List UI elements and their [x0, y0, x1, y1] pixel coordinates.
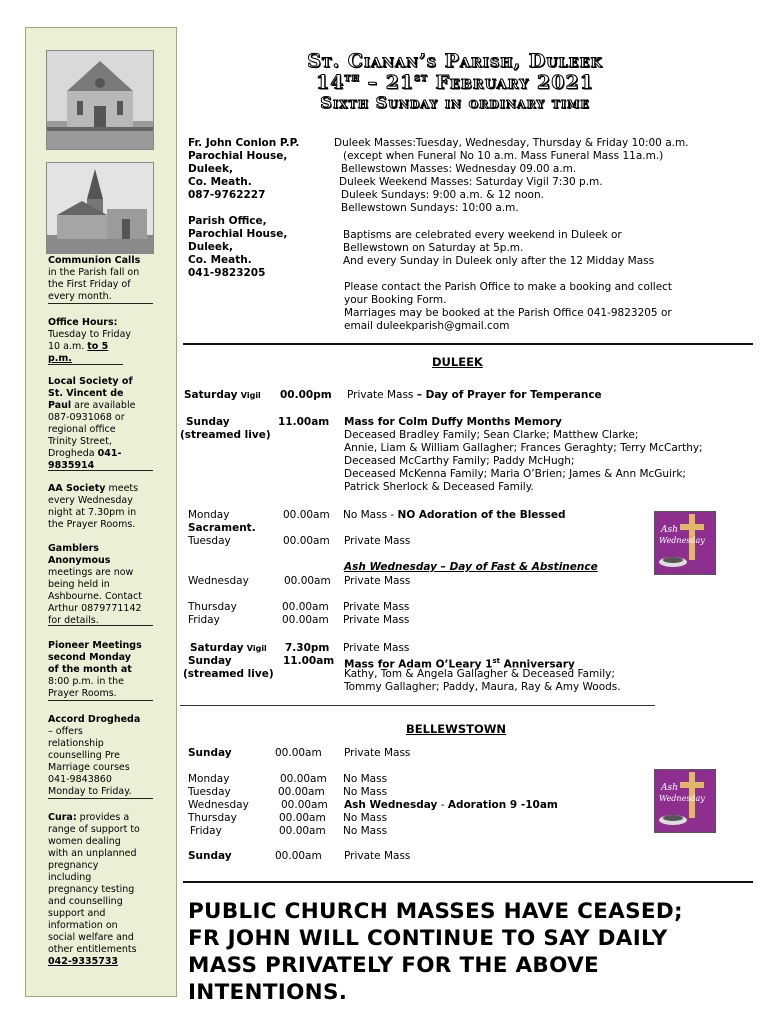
priest-address: Duleek,: [188, 163, 234, 175]
mass-type: No Mass: [343, 812, 388, 824]
time-label: 00.00am: [275, 747, 322, 759]
church-photo-duleek: [46, 50, 154, 150]
aa-line: night at 7.30pm in: [48, 507, 137, 518]
cura-title: Cura:: [48, 812, 77, 823]
gamblers-line: being held in: [48, 579, 110, 590]
sacrament-label: Sacrament.: [188, 522, 256, 534]
day-label: Friday: [190, 825, 222, 837]
communion-line: in the Parish fall on: [48, 267, 140, 278]
final-notice: [188, 898, 748, 1006]
sidebar: [25, 27, 177, 997]
svdp-line: 087-0931068 or: [48, 412, 125, 423]
dash: -: [390, 509, 395, 521]
parish-title: St. Cianan’s Parish, Duleek: [307, 50, 603, 72]
communion-title: Communion Calls: [48, 255, 141, 266]
mass-note: – Day of Prayer for Temperance: [416, 389, 602, 401]
priest-address: Co. Meath.: [188, 176, 252, 188]
sidebar-divider: [48, 625, 153, 626]
baptism-info-line: Bellewstown on Saturday at 5p.m.: [343, 242, 524, 254]
office-phone: 041-9823205: [188, 267, 266, 279]
intention-line: Tommy Gallagher; Paddy, Maura, Ray & Amy Woods.: [344, 681, 621, 693]
pioneer-title: of the month at: [48, 664, 132, 675]
cura-line: support and: [48, 908, 106, 919]
office-hours-block: [48, 317, 153, 365]
sidebar-divider: [48, 700, 153, 701]
ash-badge-text: Ash: [661, 525, 678, 535]
ash-badge-text: Wednesday: [659, 536, 705, 545]
sunday-title: Sixth Sunday in ordinary time: [320, 93, 590, 112]
office-line: Tuesday to Friday: [48, 329, 132, 340]
day-label: Wednesday: [188, 799, 249, 811]
time-label: 00.00am: [281, 799, 328, 811]
svdp-phone: 041-: [97, 448, 122, 459]
day-label: Saturday: [190, 642, 244, 654]
cura-line: information on: [48, 920, 118, 931]
day-label: Wednesday: [188, 575, 249, 587]
day-label: Friday: [188, 614, 220, 626]
accord-line: Marriage courses: [48, 762, 130, 773]
accord-line: relationship: [48, 738, 104, 749]
intention-line: Kathy, Tom & Angela Gallagher & Deceased Family;: [344, 668, 615, 680]
baptism-info-line: Baptisms are celebrated every weekend in Duleek or: [343, 229, 622, 241]
church-photo-bellewstown: [46, 162, 154, 254]
time-label: 00.00am: [280, 773, 327, 785]
mass-type: Private Mass: [344, 575, 411, 587]
cura-line: range of support to: [48, 824, 140, 835]
mass-label: [347, 389, 602, 402]
mass-label: [344, 799, 558, 812]
aa-title: AA Society: [48, 483, 106, 494]
mass-label: [343, 509, 566, 522]
day-label: Sunday: [188, 747, 232, 759]
mass-type: Private Mass: [343, 614, 410, 626]
pioneer-block: [48, 640, 153, 700]
schedule-row-saturday: [184, 389, 261, 402]
gamblers-block: [48, 543, 153, 627]
sidebar-divider: [48, 364, 123, 365]
streamed-label: (streamed live): [183, 668, 274, 680]
accord-title: Accord Drogheda: [48, 714, 141, 725]
aa-line: every Wednesday: [48, 495, 133, 506]
cura-block: [48, 812, 153, 968]
sidebar-divider: [48, 470, 153, 471]
svdp-phone: 9835914: [48, 460, 95, 471]
thin-divider: [180, 705, 655, 706]
cura-line: pregnancy: [48, 860, 99, 871]
priest-name: Fr. John Conlon P.P.: [188, 137, 300, 149]
ash-wednesday-title: Ash Wednesday – Day of Fast & Abstinence: [344, 561, 598, 573]
time-label: 00.00am: [283, 535, 330, 547]
svdp-line: Trinity Street,: [48, 436, 112, 447]
duleek-title: DULEEK: [432, 355, 483, 369]
pioneer-line: Prayer Rooms.: [48, 688, 117, 699]
intention-line: Deceased Bradley Family; Sean Clarke; Matthew Clarke;: [344, 429, 639, 441]
dash: -: [440, 799, 445, 811]
communion-calls-block: [48, 255, 153, 303]
time-label: 7.30pm: [285, 642, 330, 654]
cura-line: and counselling: [48, 896, 123, 907]
time-label: 00.00am: [284, 575, 331, 587]
day-label: Tuesday: [188, 786, 231, 798]
intention-line: Deceased McCarthy Family; Paddy McHugh;: [344, 455, 575, 467]
time-label: 00.00am: [278, 786, 325, 798]
mass-intention: Mass for Colm Duffy Months Memory: [344, 416, 562, 428]
day-label: Tuesday: [188, 535, 231, 547]
gamblers-title: Gamblers: [48, 543, 99, 554]
office-name: Parish Office,: [188, 215, 267, 227]
schedule-row-saturday: [190, 642, 267, 655]
gamblers-line: Ashbourne. Contact: [48, 591, 142, 602]
cura-line: other entitlements: [48, 944, 137, 955]
svdp-title: Local Society of: [48, 376, 133, 387]
mass-type: Private Mass: [343, 642, 410, 654]
mass-type: Private Mass: [347, 389, 414, 401]
gamblers-line: Arthur 0879771142: [48, 603, 142, 614]
baptism-info-line: And every Sunday in Duleek only after the 12 Midday Mass: [343, 255, 655, 267]
cura-line: social welfare and: [48, 932, 134, 943]
office-address: Duleek,: [188, 241, 234, 253]
svdp-block: [48, 376, 153, 472]
accord-line: counselling Pre: [48, 750, 120, 761]
cura-line: pregnancy testing: [48, 884, 135, 895]
aa-line: meets: [108, 483, 139, 494]
cura-line: women dealing: [48, 836, 121, 847]
gamblers-line: for details.: [48, 615, 99, 626]
section-divider: [183, 343, 753, 345]
mass-type: Private Mass: [344, 535, 411, 547]
mass-info-line: Duleek Masses:Tuesday, Wednesday, Thursday & Friday 10:00 a.m.: [334, 137, 689, 149]
sidebar-divider: [48, 798, 153, 799]
accord-line: – offers: [48, 726, 83, 737]
vigil-label: Vigil: [240, 391, 261, 400]
day-label: Monday: [188, 773, 230, 785]
mass-info-line: Duleek Sundays: 9:00 a.m. & 12 noon.: [341, 189, 544, 201]
mass-info-line: (except when Funeral No 10 a.m. Mass Funeral Mass 11a.m.): [343, 150, 664, 162]
section-divider: [183, 881, 753, 883]
svdp-line: Drogheda: [48, 448, 95, 459]
office-address: Co. Meath.: [188, 254, 252, 266]
accord-block: [48, 714, 153, 798]
svdp-title: Paul: [48, 400, 72, 411]
day-label: Saturday: [184, 389, 238, 401]
day-label: Thursday: [188, 601, 237, 613]
date-range: 14th – 21st February 2021: [316, 71, 594, 94]
intention-line: Annie, Liam & William Gallagher; Frances Geraghty; Terry McCarthy;: [344, 442, 703, 454]
aa-line: the Prayer Rooms.: [48, 519, 136, 530]
time-label: 00.00am: [282, 614, 329, 626]
cura-line: with an unplanned: [48, 848, 137, 859]
adoration-label: Adoration 9 -10am: [447, 799, 558, 811]
priest-address: Parochial House,: [188, 150, 288, 162]
svdp-title: St. Vincent de: [48, 388, 124, 399]
cura-phone: 042-9335733: [48, 956, 119, 967]
ordinal-suffix: st: [492, 657, 500, 665]
notice-line: PUBLIC CHURCH MASSES HAVE CEASED;: [188, 899, 683, 924]
office-hours-title: Office Hours:: [48, 317, 118, 328]
intention-line: Deceased McKenna Family; Maria O’Brien; James & Ann McGuirk;: [344, 468, 686, 480]
streamed-label: (streamed live): [180, 429, 271, 441]
office-pm: p.m.: [48, 353, 72, 364]
notice-line: FR JOHN WILL CONTINUE TO SAY DAILY: [188, 926, 668, 951]
mass-type: No Mass: [343, 509, 388, 521]
mass-type: No Mass: [343, 786, 388, 798]
accord-line: Monday to Friday.: [48, 786, 132, 797]
office-line: 10 a.m.: [48, 341, 85, 352]
gamblers-title: Anonymous: [48, 555, 111, 566]
mass-intention-text: Anniversary: [499, 658, 575, 671]
time-label: 00.00am: [279, 825, 326, 837]
mass-type: No Mass: [343, 773, 388, 785]
mass-type: Private Mass: [344, 747, 411, 759]
day-label: Sunday: [186, 416, 230, 428]
ash-wednesday-image: [654, 511, 716, 575]
booking-info-line: Marriages may be booked at the Parish Office 041-9823205 or: [344, 307, 672, 319]
pioneer-title: Pioneer Meetings: [48, 640, 142, 651]
ash-badge-text: Wednesday: [659, 794, 705, 803]
communion-line: every month.: [48, 291, 112, 302]
vigil-label: Vigil: [246, 644, 267, 653]
day-label: Monday: [188, 509, 230, 521]
time-label: 00.00am: [283, 509, 330, 521]
accord-line: 041-9843860: [48, 774, 112, 785]
day-label: Sunday: [188, 850, 232, 862]
booking-info-line: email duleekparish@gmail.com: [344, 320, 510, 332]
svdp-line: are available: [74, 400, 136, 411]
day-label: Sunday: [188, 655, 232, 667]
mass-info-line: Duleek Weekend Masses: Saturday Vigil 7:30 p.m.: [339, 176, 603, 188]
notice-line: INTENTIONS.: [188, 980, 348, 1005]
mass-type: Ash Wednesday: [344, 799, 438, 811]
time-label: 00.00am: [282, 601, 329, 613]
day-label: Thursday: [188, 812, 237, 824]
mass-note: NO Adoration of the Blessed: [397, 509, 566, 521]
svdp-line: regional office: [48, 424, 116, 435]
time-label: 00.00am: [279, 812, 326, 824]
priest-phone: 087-9762227: [188, 189, 266, 201]
booking-info-line: your Booking Form.: [344, 294, 447, 306]
mass-type: Private Mass: [344, 850, 411, 862]
bellewstown-title: BELLEWSTOWN: [406, 722, 507, 736]
notice-line: MASS PRIVATELY FOR THE ABOVE: [188, 953, 600, 978]
pioneer-line: 8:00 p.m. in the: [48, 676, 124, 687]
mass-intention-text: Mass for Adam O’Leary 1: [344, 658, 493, 671]
ash-wednesday-image: [654, 769, 716, 833]
cura-line: including: [48, 872, 92, 883]
mass-type: No Mass: [343, 825, 388, 837]
mass-info-line: Bellewstown Sundays: 10:00 a.m.: [341, 202, 519, 214]
communion-line: the First Friday of: [48, 279, 131, 290]
sidebar-divider: [48, 303, 153, 304]
pioneer-title: second Monday: [48, 652, 131, 663]
mass-info-line: Bellewstown Masses: Wednesday 09.00 a.m.: [341, 163, 577, 175]
time-label: 11.00am: [283, 655, 335, 667]
aa-block: [48, 483, 153, 531]
office-address: Parochial House,: [188, 228, 288, 240]
office-to: to 5: [87, 341, 109, 352]
time-label: 00.00am: [275, 850, 322, 862]
booking-info-line: Please contact the Parish Office to make a booking and collect: [344, 281, 673, 293]
cura-line: provides a: [79, 812, 130, 823]
time-label: 11.00am: [278, 416, 330, 428]
gamblers-line: meetings are now: [48, 567, 134, 578]
ash-badge-text: Ash: [661, 783, 678, 793]
mass-type: Private Mass: [343, 601, 410, 613]
intention-line: Patrick Sherlock & Deceased Family.: [344, 481, 534, 493]
time-label: 00.00pm: [280, 389, 332, 401]
